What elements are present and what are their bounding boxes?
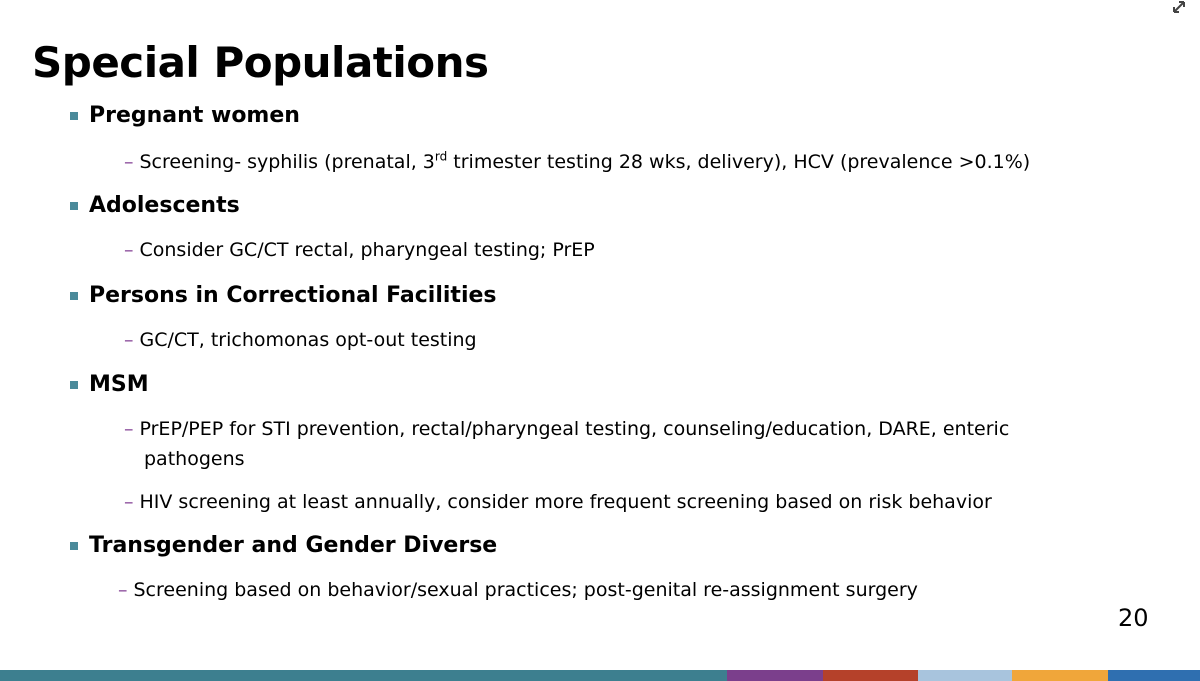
square-bullet-icon bbox=[70, 381, 78, 389]
sub-bullet: – HIV screening at least annually, consider more frequent screening based on risk behavior bbox=[124, 491, 992, 513]
sub-bullet: – Screening- syphilis (prenatal, 3rd trimester testing 28 wks, delivery), HCV (prevalence >0.1%) bbox=[124, 149, 1031, 173]
section-heading-pregnant-women: Pregnant women bbox=[70, 103, 300, 128]
square-bullet-icon bbox=[70, 292, 78, 300]
footer-segment bbox=[0, 670, 727, 681]
footer-segment bbox=[727, 670, 823, 681]
sub-bullet: – Screening based on behavior/sexual practices; post-genital re-assignment surgery bbox=[118, 579, 918, 601]
sub-bullet: – Consider GC/CT rectal, pharyngeal testing; PrEP bbox=[124, 239, 595, 261]
page-number: 20 bbox=[1118, 604, 1149, 632]
square-bullet-icon bbox=[70, 202, 78, 210]
footer-segment bbox=[918, 670, 1012, 681]
sub-bullet: – PrEP/PEP for STI prevention, rectal/pharyngeal testing, counseling/education, DARE, enteric pathogens bbox=[124, 418, 1010, 470]
square-bullet-icon bbox=[70, 112, 78, 120]
sub-bullet: – GC/CT, trichomonas opt-out testing bbox=[124, 329, 477, 351]
footer-segment bbox=[1012, 670, 1108, 681]
section-heading-correctional-facilities: Persons in Correctional Facilities bbox=[70, 283, 497, 308]
expand-arrows-icon[interactable] bbox=[1170, 0, 1192, 20]
slide-title: Special Populations bbox=[32, 38, 489, 87]
footer-segment bbox=[823, 670, 918, 681]
dash-bullet-icon: – bbox=[124, 491, 134, 513]
dash-bullet-icon: – bbox=[124, 239, 134, 261]
dash-bullet-icon: – bbox=[124, 418, 134, 440]
footer-color-bar bbox=[0, 670, 1200, 681]
square-bullet-icon bbox=[70, 542, 78, 550]
dash-bullet-icon: – bbox=[118, 579, 128, 601]
section-heading-transgender: Transgender and Gender Diverse bbox=[70, 533, 497, 558]
section-heading-adolescents: Adolescents bbox=[70, 193, 240, 218]
section-heading-msm: MSM bbox=[70, 372, 149, 397]
dash-bullet-icon: – bbox=[124, 151, 134, 173]
footer-segment bbox=[1108, 670, 1200, 681]
dash-bullet-icon: – bbox=[124, 329, 134, 351]
